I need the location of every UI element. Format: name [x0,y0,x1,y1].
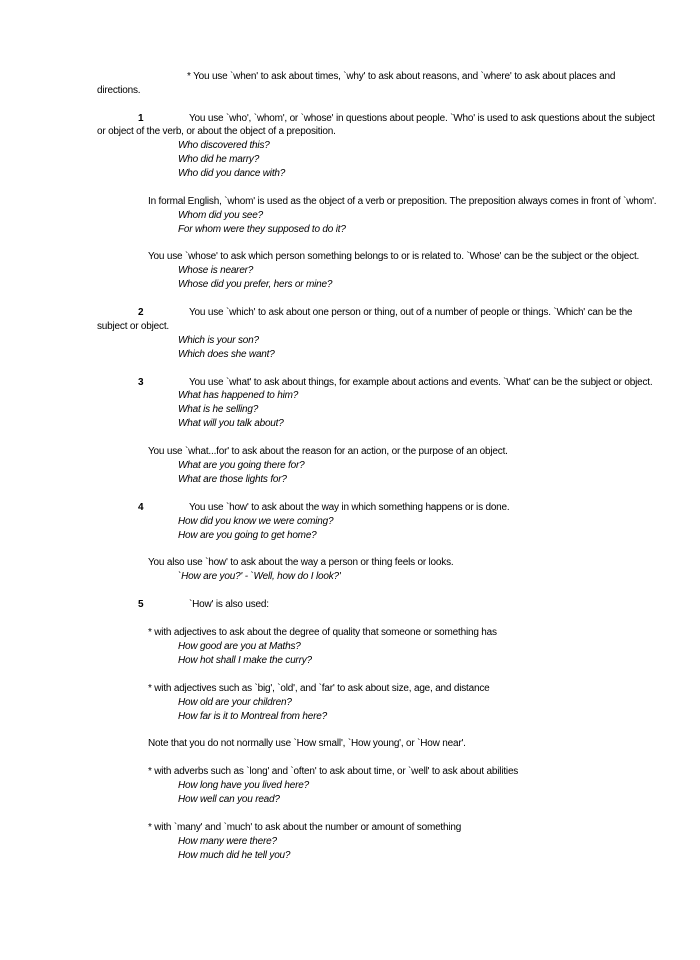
section-2-text-2: subject or object. [97,321,169,332]
intro-line-2: directions. [97,85,141,96]
bullet-many-much: * with `many' and `much' to ask about the number or amount of something [148,822,462,833]
whom-note: In formal English, `whom' is used as the object of a verb or preposition. The preposition always comes in front of `whom'. [148,196,657,207]
section-5-number: 5 [138,599,144,610]
example-line: `How are you?' - `Well, how do I look?' [178,571,341,582]
example-line: Whom did you see? [178,210,263,221]
example-line: How far is it to Montreal from here? [178,711,327,722]
example-line: How well can you read? [178,794,280,805]
example-line: How many were there? [178,836,277,847]
example-line: How good are you at Maths? [178,641,301,652]
whose-note: You use `whose' to ask which person something belongs to or is related to. `Whose' can be the subject or the object. [148,251,640,262]
intro-line-1: * You use `when' to ask about times, `why' to ask about reasons, and `where' to ask about places and [187,71,616,82]
example-line: Who discovered this? [178,140,270,151]
how-also-note: You also use `how' to ask about the way a person or thing feels or looks. [148,557,454,568]
example-line: How long have you lived here? [178,780,309,791]
example-line: What is he selling? [178,404,259,415]
section-2-number: 2 [138,307,144,318]
bullet-adjectives-size: * with adjectives such as `big', `old', and `far' to ask about size, age, and distance [148,683,490,694]
how-small-note: Note that you do not normally use `How small', `How young', or `How near'. [148,738,466,749]
example-line: For whom were they supposed to do it? [178,224,346,235]
section-4-text-1: You use `how' to ask about the way in which something happens or is done. [189,502,510,513]
example-line: How are you going to get home? [178,530,317,541]
example-line: How old are your children? [178,697,292,708]
section-2-text-1: You use `which' to ask about one person or thing, out of a number of people or things. `Which' can be the [189,307,633,318]
bullet-adjectives-quality: * with adjectives to ask about the degree of quality that someone or something has [148,627,497,638]
example-line: What are those lights for? [178,474,287,485]
section-1-text-2: or object of the verb, or about the object of a preposition. [97,126,336,137]
example-line: Which does she want? [178,349,275,360]
bullet-adverbs: * with adverbs such as `long' and `often' to ask about time, or `well' to ask about abilities [148,766,519,777]
example-line: How hot shall I make the curry? [178,655,312,666]
section-3-number: 3 [138,377,144,388]
example-line: Whose did you prefer, hers or mine? [178,279,333,290]
example-line: How much did he tell you? [178,850,291,861]
example-line: How did you know we were coming? [178,516,334,527]
example-line: What will you talk about? [178,418,284,429]
example-line: Who did he marry? [178,154,260,165]
example-line: Who did you dance with? [178,168,286,179]
example-line: What has happened to him? [178,390,299,401]
example-line: What are you going there for? [178,460,305,471]
section-5-text-1: `How' is also used: [189,599,269,610]
what-for-note: You use `what...for' to ask about the reason for an action, or the purpose of an object. [148,446,508,457]
section-1-number: 1 [138,113,144,124]
example-line: Whose is nearer? [178,265,254,276]
section-3-text-1: You use `what' to ask about things, for example about actions and events. `What' can be the subject or object. [189,377,653,388]
section-1-text-1: You use `who', `whom', or `whose' in questions about people. `Who' is used to ask questions about the subject [189,113,655,124]
example-line: Which is your son? [178,335,259,346]
section-4-number: 4 [138,502,144,513]
